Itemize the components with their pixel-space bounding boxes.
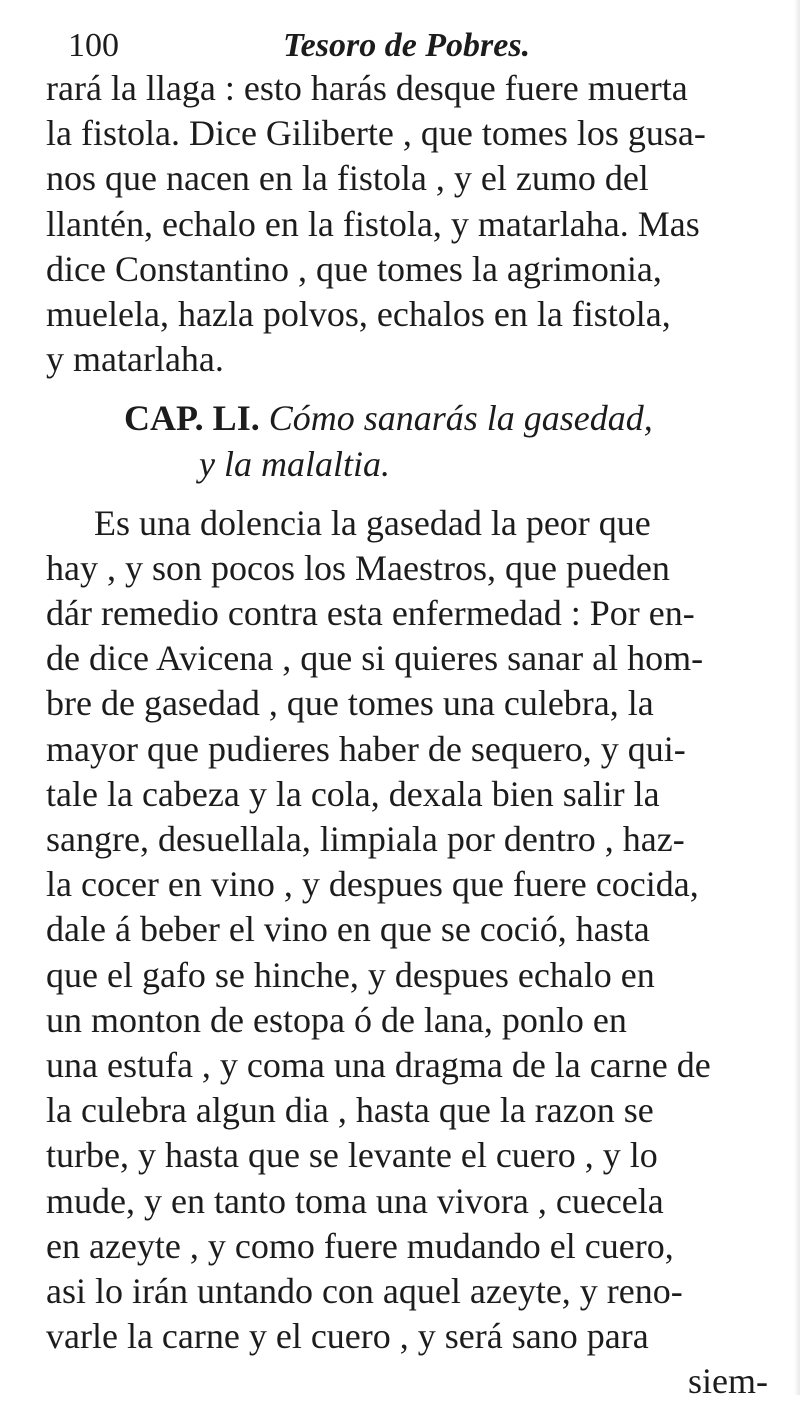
page-edge-shadow [794, 0, 800, 1395]
text-line: la culebra algun dia , hasta que la razon se [46, 1090, 654, 1131]
text-line: rará la llaga : esto harás desque fuere muerta [46, 68, 688, 108]
chapter-heading [46, 396, 782, 486]
text-line: asi lo irán untando con aquel azeyte, y reno- [46, 1270, 683, 1311]
text-line: de dice Avicena , que si quieres sanar al hom- [46, 638, 704, 679]
chapter-label: CAP. LI. [124, 398, 260, 439]
text-line: mude, y en tanto toma una vivora , cuecela [46, 1180, 664, 1221]
page-number: 100 [68, 27, 119, 64]
text-line: muelela, hazla polvos, echalos en la fistola, [46, 293, 671, 334]
text-line: que el gafo se hinche, y despues echalo en [46, 954, 655, 995]
text-line: turbe, y hasta que se levante el cuero , y lo [46, 1135, 658, 1176]
text-line: dale á beber el vino en que se coció, hasta [46, 909, 650, 950]
page-header [46, 26, 782, 66]
chapter-title-continued: y la malaltia. [199, 443, 390, 484]
text-line: bre de gasedad , que tomes una culebra, la [46, 683, 654, 724]
chapter-heading-line [46, 396, 782, 441]
paragraph-body [46, 501, 782, 1360]
paragraph-continued [46, 66, 782, 382]
text-line: mayor que pudieres haber de sequero, y qui- [46, 728, 686, 769]
text-line: sangre, desuellala, limpiala por dentro , haz- [46, 819, 685, 859]
text-line: una estufa , y coma una dragma de la carne de [46, 1044, 711, 1085]
catchword: siem- [688, 1361, 768, 1402]
text-line: y matarlaha. [46, 339, 224, 380]
text-line: hay , y son pocos los Maestros, que pueden [46, 547, 670, 588]
text-line: la cocer en vino , y despues que fuere cocida, [46, 864, 699, 905]
running-title: Tesoro de Pobres. [283, 27, 531, 64]
text-line: tale la cabeza y la cola, dexala bien salir la [46, 773, 660, 814]
text-line: nos que nacen en la fistola , y el zumo del [46, 158, 649, 199]
text-line: Es una dolencia la gasedad la peor que [94, 502, 651, 543]
chapter-title: Cómo sanarás la gasedad, [268, 398, 653, 439]
text-line: la fistola. Dice Giliberte , que tomes los gusa- [46, 113, 706, 154]
text-line: varle la carne y el cuero , y será sano para [46, 1316, 649, 1357]
text-line: un monton de estopa ó de lana, ponlo en [46, 999, 627, 1040]
text-line: en azeyte , y como fuere mudando el cuero, [46, 1225, 674, 1266]
text-line: llantén, echalo en la fistola, y matarlaha. Mas [46, 203, 700, 244]
text-line: dár remedio contra esta enfermedad : Por en- [46, 593, 695, 634]
text-line: dice Constantino , que tomes la agrimonia, [46, 248, 662, 289]
